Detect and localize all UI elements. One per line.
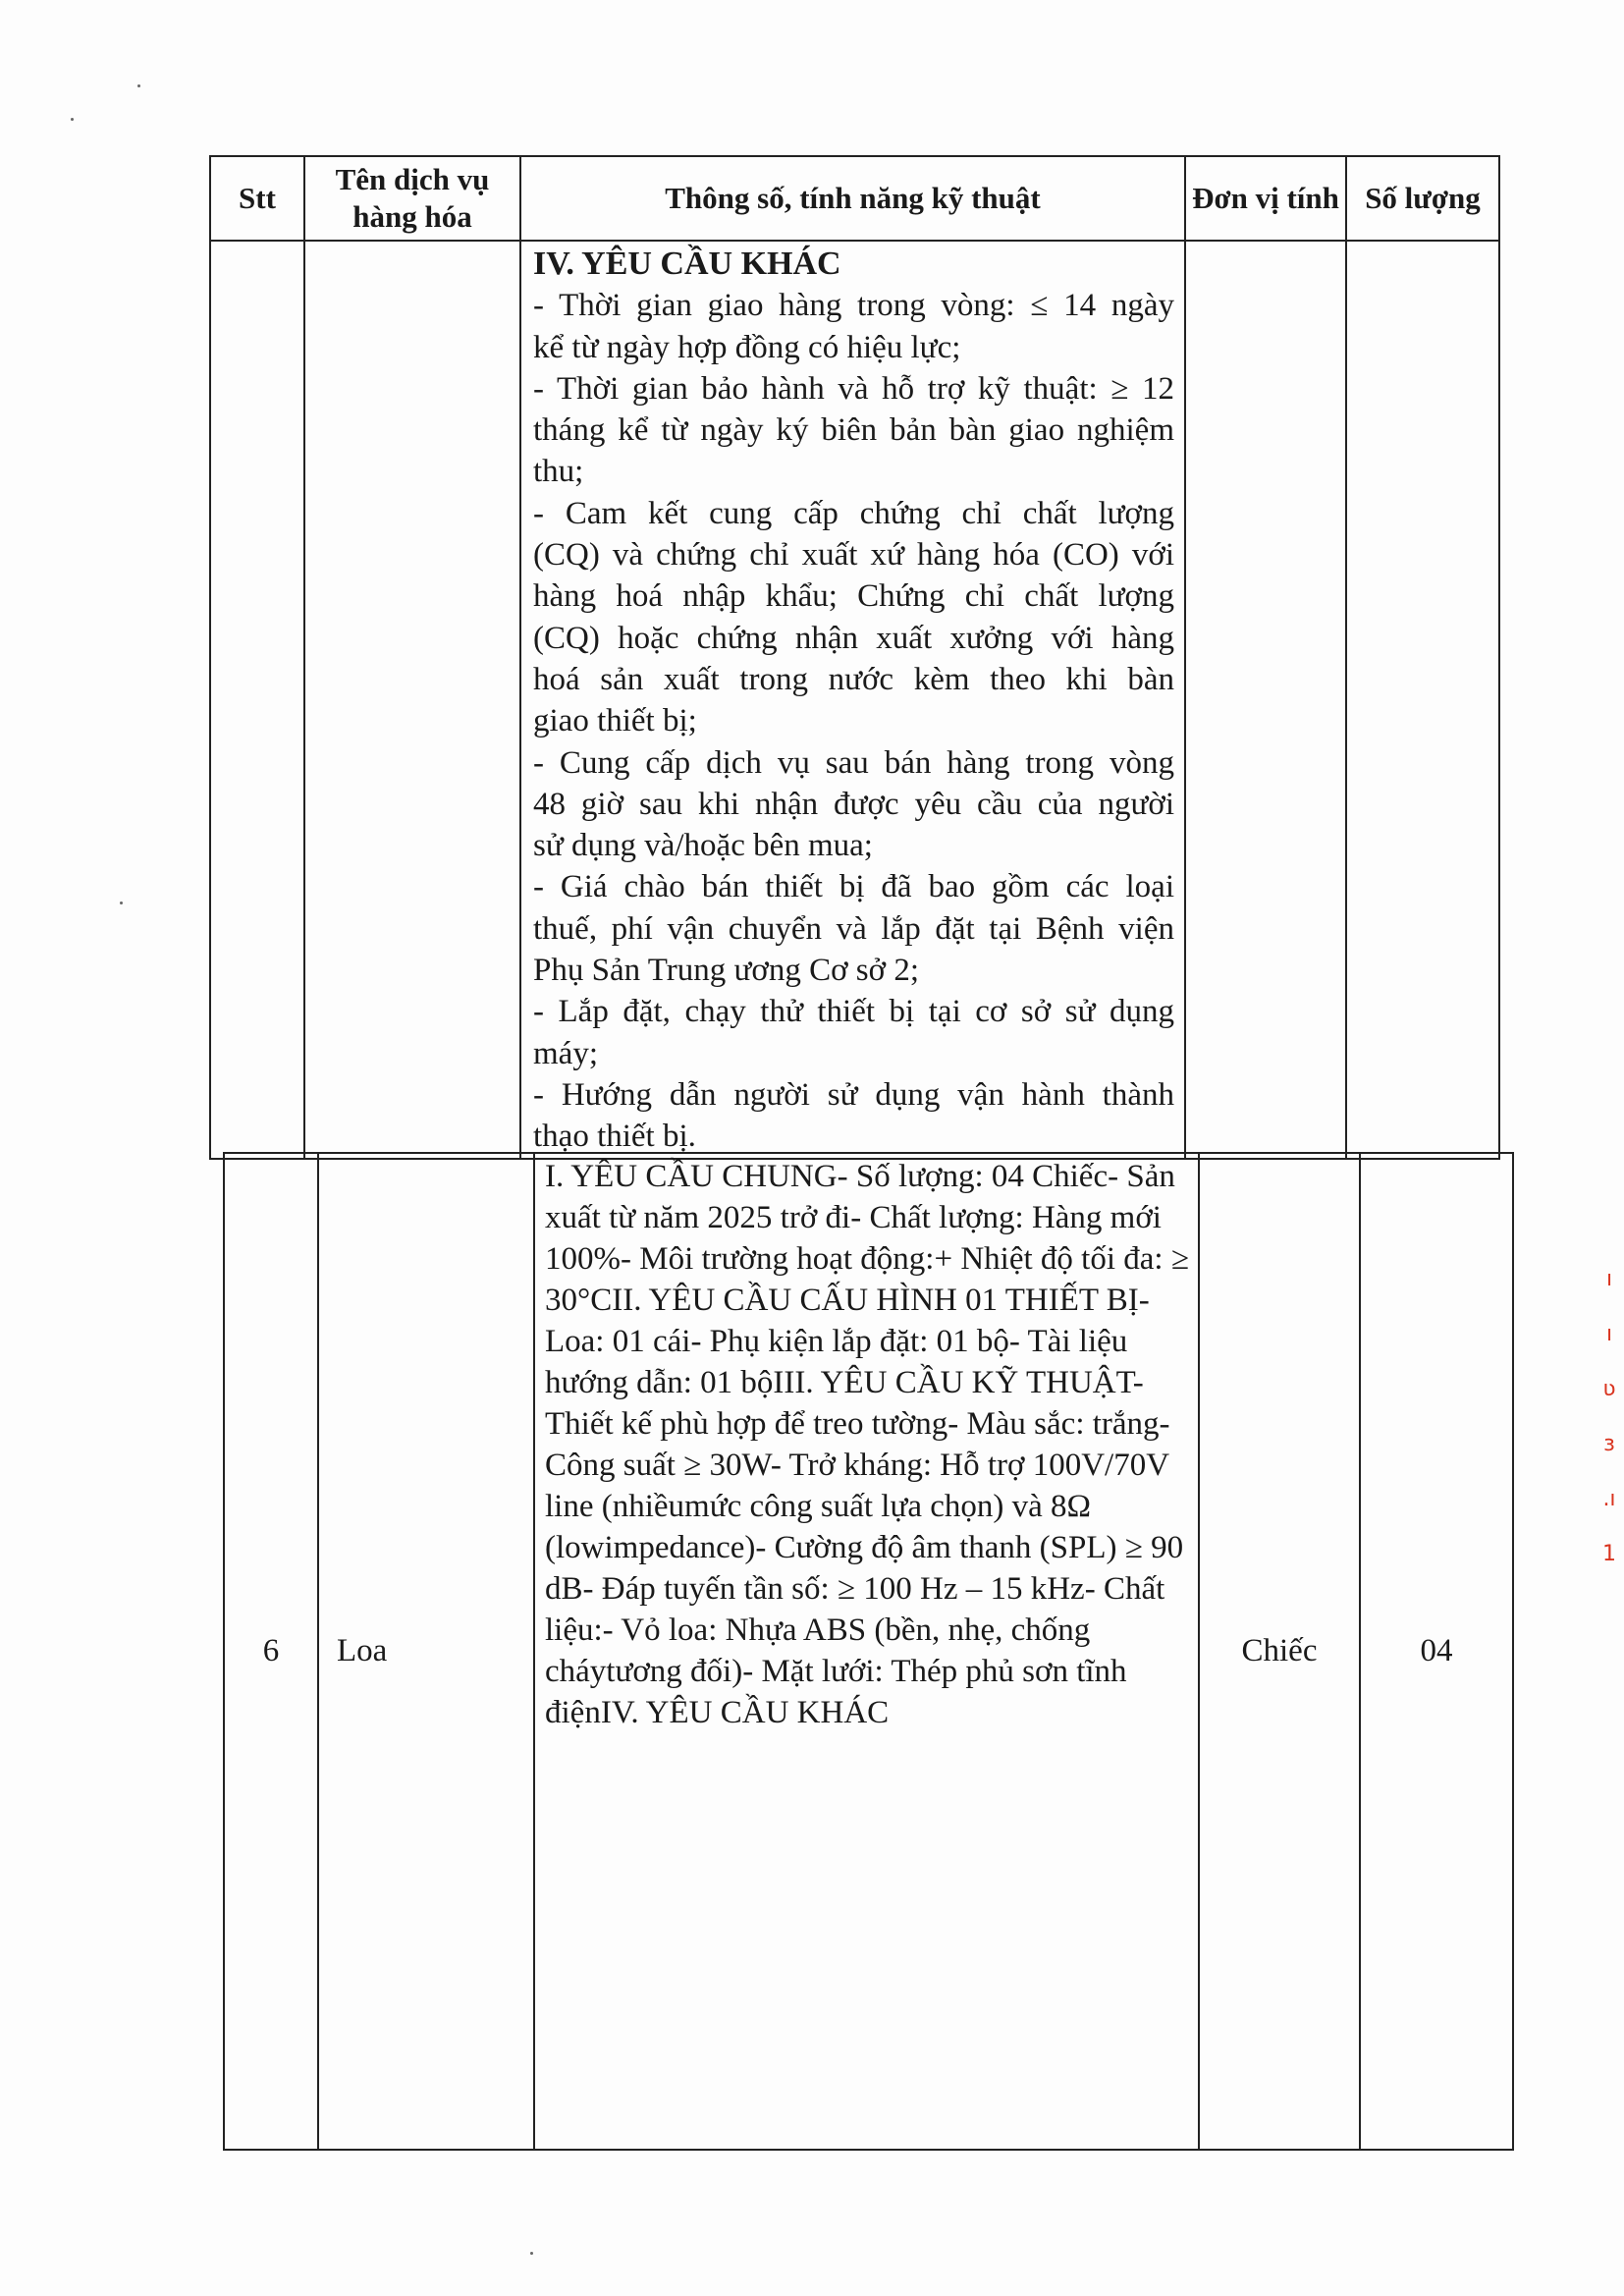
scan-speck <box>137 84 140 87</box>
spec-line: tương đối) <box>606 1654 743 1689</box>
spec-line: - Tài liệu hướng dẫn: 01 bộ <box>545 1324 1128 1400</box>
spec-line: - Sản xuất từ năm 2025 trở đi <box>545 1159 1175 1235</box>
header-qty: Số lượng <box>1346 156 1499 241</box>
spec-line: máy; <box>533 1035 598 1071</box>
margin-stamp-marks: ı ı ʋ ɜ .ı 1 <box>1602 1267 1616 1566</box>
spec-line: Phụ Sản Trung ương Cơ sở 2; <box>533 953 920 989</box>
spec-line: - Màu sắc: trắng <box>947 1406 1160 1442</box>
spec-line: (CQ) hoặc chứng nhận xuất xưởng với hàng <box>533 620 1174 656</box>
cell-unit-6: Chiếc <box>1199 1153 1360 2150</box>
spec-line: - Đáp tuyến tần số: ≥ 100 Hz – 15 kHz <box>582 1571 1085 1607</box>
spec-line: sử dụng và/hoặc bên mua; <box>533 828 873 864</box>
header-spec: Thông số, tính năng kỹ thuật <box>520 156 1185 241</box>
spec-line: mức công suất lựa chọn) và 8Ω (low <box>545 1489 1092 1565</box>
spec-line: giao thiết bị; <box>533 703 697 739</box>
spec-line: - Trở kháng: Hỗ trợ 100V/70V line (nhiều <box>545 1448 1169 1524</box>
cell-name <box>304 241 520 1159</box>
header-stt: Stt <box>210 156 304 241</box>
spec-table-top <box>209 155 1500 1160</box>
spec-line: + Nhiệt độ tối đa: ≥ 30°C <box>545 1241 1189 1318</box>
spec-line: - Cung cấp dịch vụ sau bán hàng trong vòng <box>533 744 1174 781</box>
scan-speck <box>71 118 74 121</box>
spec-line: kể từ ngày hợp đồng có hiệu lực; <box>533 329 961 365</box>
spec-line: - Thời gian giao hàng trong vòng: ≤ 14 ngày <box>533 288 1174 324</box>
spec-line: impedance) <box>604 1530 756 1565</box>
section-heading: III. YÊU CẦU KỸ THUẬT <box>773 1365 1133 1400</box>
section-heading: IV. YÊU CẦU KHÁC <box>533 246 841 282</box>
spec-line: - Thời gian bảo hành và hỗ trợ kỹ thuật: ≥ 12 <box>533 370 1174 407</box>
spec-line: - Công suất ≥ 30W <box>545 1406 1170 1483</box>
spec-line: - Môi trường hoạt động: <box>621 1241 935 1277</box>
scan-speck <box>120 902 123 904</box>
spec-line: - Cường độ âm thanh (SPL) ≥ 90 dB <box>545 1530 1184 1607</box>
spec-line: - Phụ kiện lắp đặt: 01 bộ <box>690 1324 1009 1359</box>
spec-line: - Giá chào bán thiết bị đã bao gồm các loại <box>533 869 1174 905</box>
cell-spec-6 <box>534 1153 1199 2150</box>
spec-line: (CQ) và chứng chỉ xuất xứ hàng hóa (CO) với <box>533 537 1174 574</box>
spec-line: - Lắp đặt, chạy thử thiết bị tại cơ sở sử dụng <box>533 994 1174 1030</box>
cell-unit <box>1185 241 1346 1159</box>
spec-line: hoá sản xuất trong nước kèm theo khi bàn <box>533 661 1174 697</box>
spec-line: thu; <box>533 454 584 490</box>
scan-speck <box>530 2252 533 2255</box>
table-row-continued <box>210 241 1499 1159</box>
cell-qty <box>1346 241 1499 1159</box>
section-heading: IV. YÊU CẦU KHÁC <box>600 1695 890 1730</box>
cell-stt-6: 6 <box>224 1153 318 2150</box>
cell-spec-continued <box>520 241 1185 1159</box>
section-heading: I. YÊU CẦU CHUNG <box>545 1159 838 1194</box>
spec-line: - Hướng dẫn người sử dụng vận hành thành <box>533 1076 1174 1113</box>
spec-table-bottom <box>223 1152 1514 2151</box>
spec-line: tháng kể từ ngày ký biên bản bàn giao nghiệm <box>533 412 1174 449</box>
cell-qty-6: 04 <box>1360 1153 1513 2150</box>
spec-line: thuế, phí vận chuyển và lắp đặt tại Bệnh viện <box>533 910 1174 947</box>
spec-line: - Chất lượng: Hàng mới 100% <box>545 1200 1162 1277</box>
cell-stt <box>210 241 304 1159</box>
spec-line: - Mặt lưới: Thép phủ sơn tĩnh điện <box>545 1654 1127 1730</box>
spec-sections <box>545 1156 1190 1733</box>
spec-line: - Thiết kế phù hợp để treo tường <box>545 1365 1144 1442</box>
spec-line: - Cam kết cung cấp chứng chỉ chất lượng <box>533 495 1174 531</box>
spec-lines <box>533 285 1174 1157</box>
section-heading: II. YÊU CẦU CẤU HÌNH 01 THIẾT BỊ <box>612 1283 1139 1318</box>
spec-line: - Loa: 01 cái <box>545 1283 1150 1359</box>
table-row-6 <box>224 1153 1513 2150</box>
cell-name-6: Loa <box>318 1153 534 2150</box>
spec-line: - Vỏ loa: Nhựa ABS (bền, nhẹ, chống cháy <box>545 1613 1091 1689</box>
spec-line: 48 giờ sau khi nhận được yêu cầu của người <box>533 786 1174 822</box>
spec-line: - Chất liệu: <box>545 1571 1165 1648</box>
table-header-row <box>210 156 1499 241</box>
spec-line: hàng hoá nhập khẩu; Chứng chỉ chất lượng <box>533 578 1174 615</box>
spec-line: - Số lượng: 04 Chiếc <box>837 1159 1109 1194</box>
header-name: Tên dịch vụ hàng hóa <box>304 156 520 241</box>
header-unit: Đơn vị tính <box>1185 156 1346 241</box>
spec-line: thạo thiết bị. <box>533 1119 696 1155</box>
